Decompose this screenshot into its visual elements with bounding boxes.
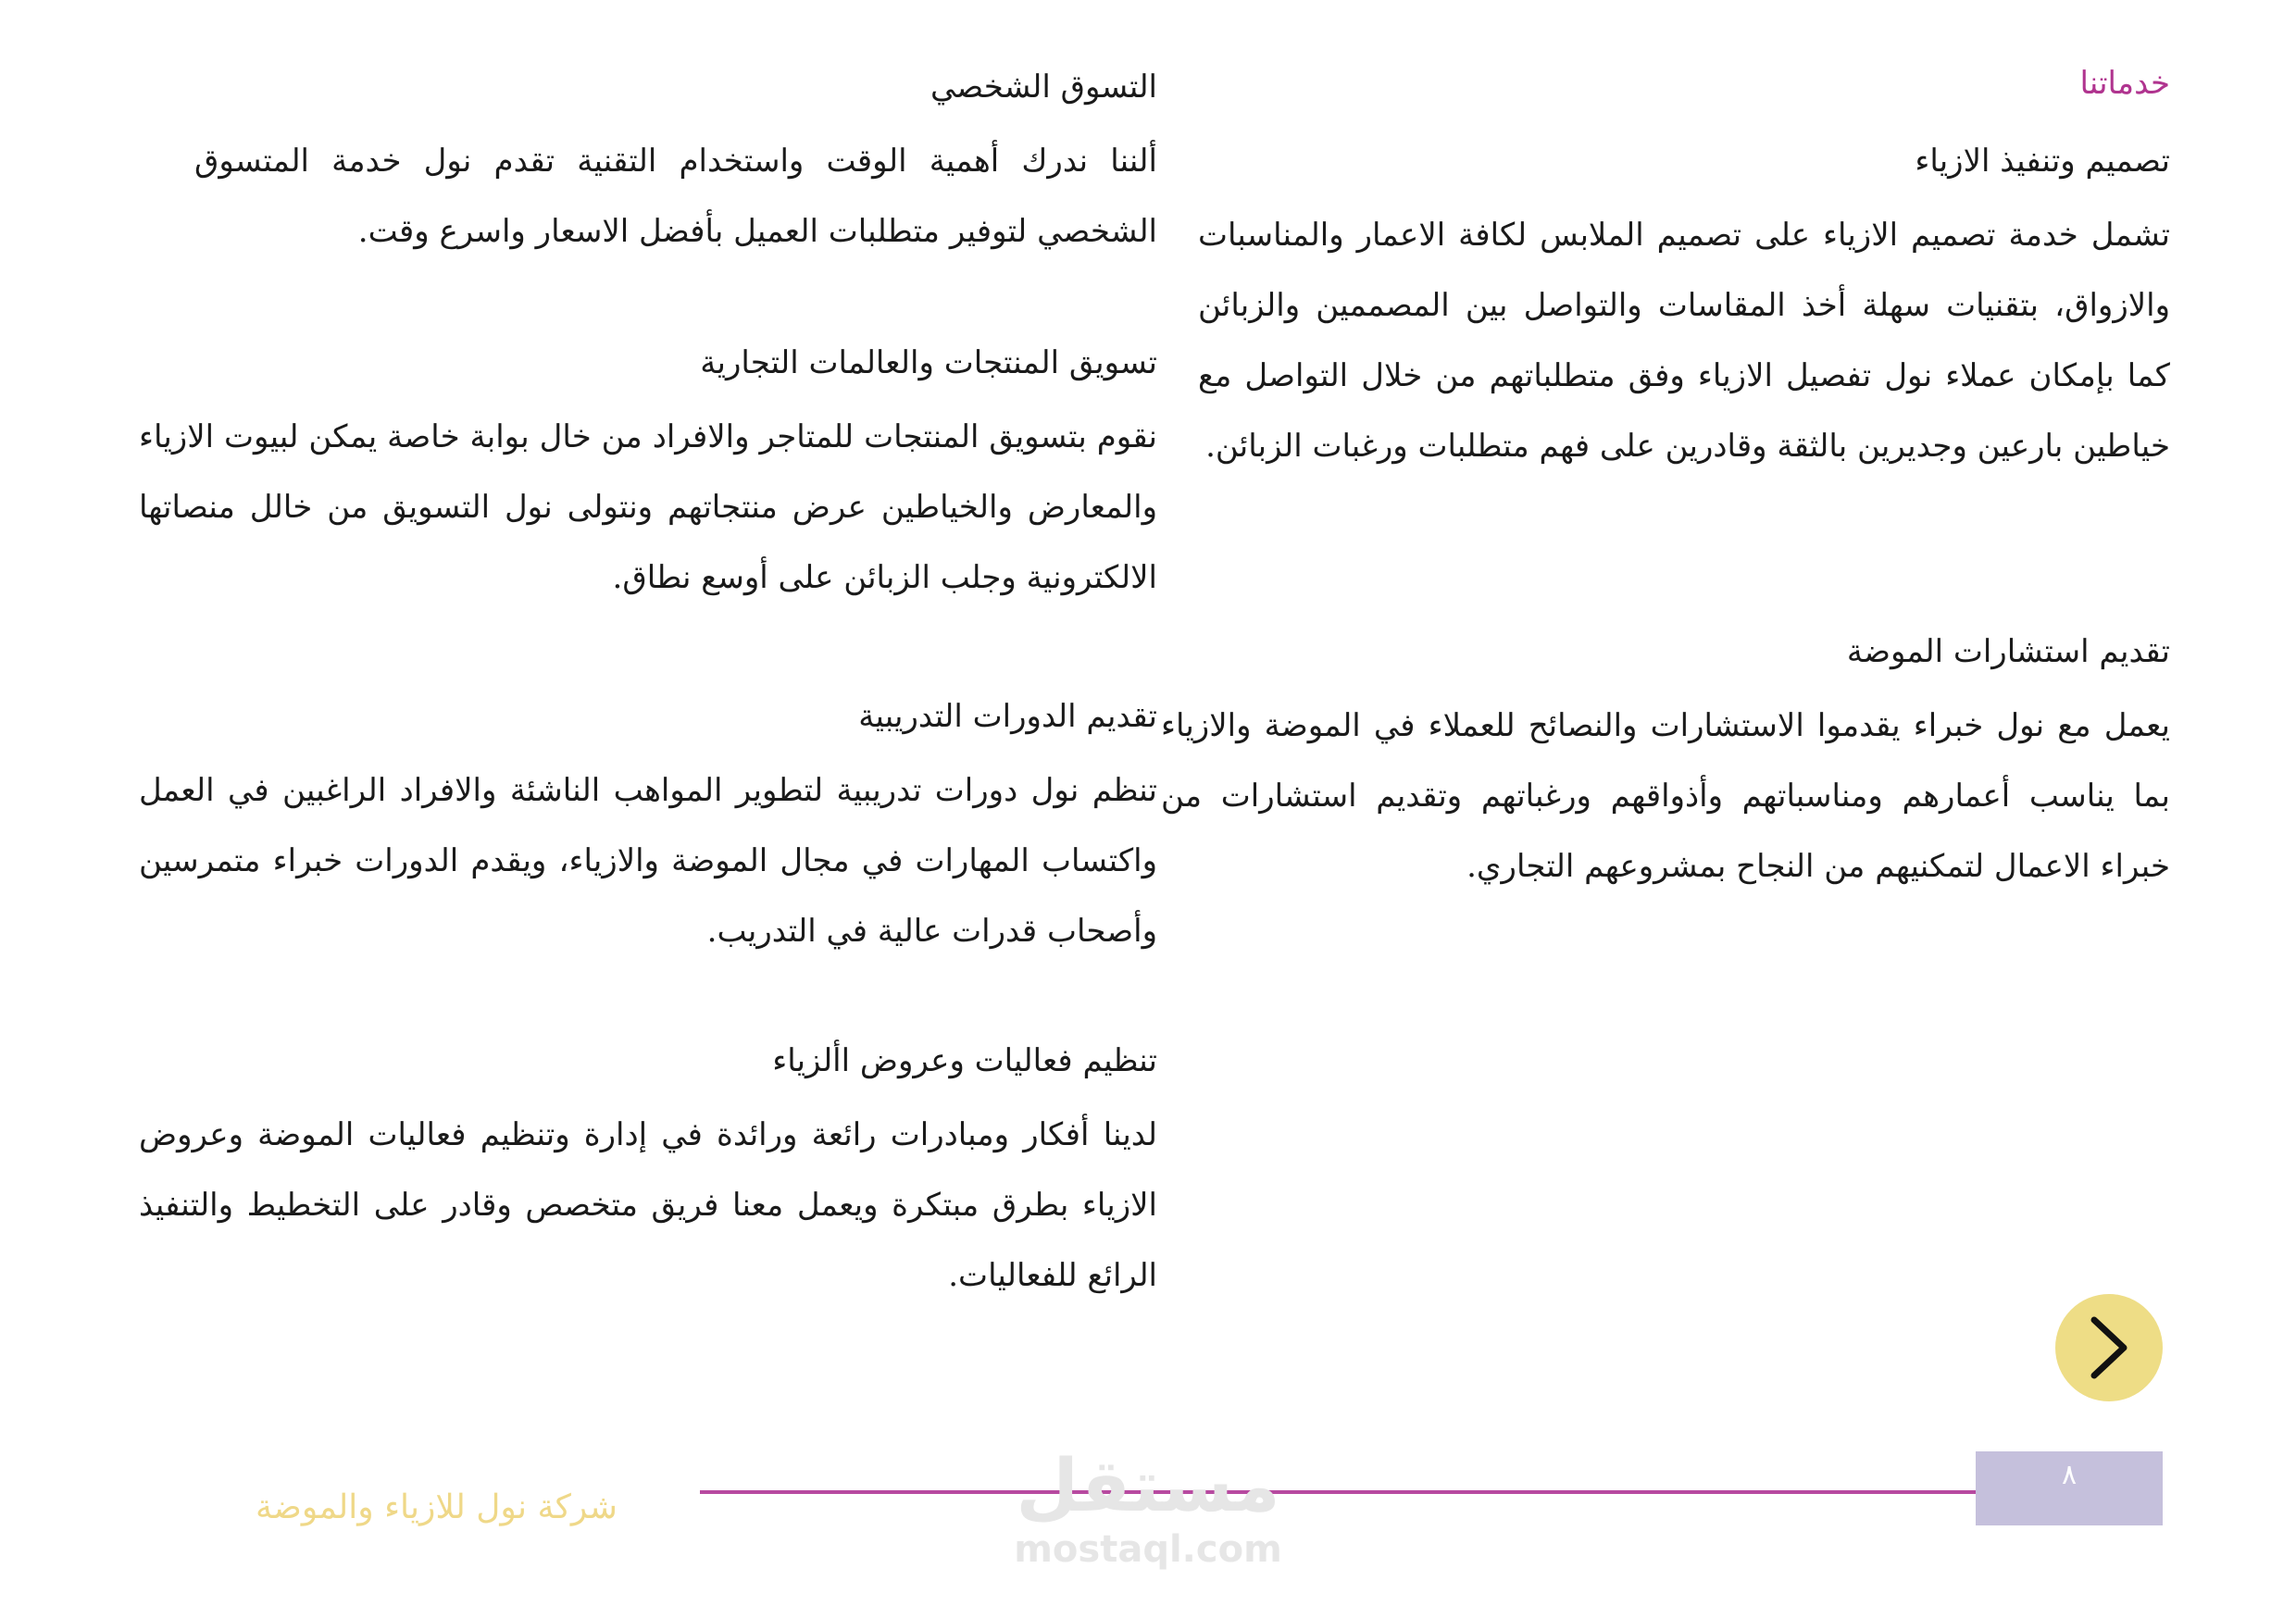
section-fashion-events: [139, 1035, 1157, 1311]
chevron-right-icon: [2081, 1314, 2137, 1381]
company-name: شركة نول للازياء والموضة: [256, 1488, 618, 1526]
section-body: يعمل مع نول خبراء يقدموا الاستشارات والنصائح للعملاء في الموضة والازياء بما يناسب أعمارهم ومناسباتهم وأذواقهم ورغباتهم وتقديم استشارات من خبراء الاعمال لتمكنيهم من النجاح بمشروعهم التجاري.: [1161, 707, 2170, 885]
page-title: خدماتنا: [2079, 65, 2170, 102]
section-product-marketing: [139, 337, 1157, 613]
section-body: نقوم بتسويق المنتجات للمتاجر والافراد من خال بوابة خاصة يمكن لبيوت الازياء والمعارض والخياطين عرض منتجاتهم ونتولى نول التسويق من خالل منصاتها الالكترونية وجلب الزبائن على أوسع نطاق.: [139, 418, 1157, 596]
section-fashion-design: [1198, 135, 2170, 481]
watermark-arabic: مستقل: [1016, 1445, 1280, 1528]
section-body: تشمل خدمة تصميم الازياء على تصميم الملابس لكافة الاعمار والمناسبات والازواق، بتقنيات سهلة أخذ المقاسات والتواصل بين المصممين والزبائن كما بإمكان عملاء نول تفصيل الازياء وفق متطلباتهم من خلال التواصل مع خياطين بارعين وجديرين بالثقة وقادرين على فهم متطلبات ورغبات الزبائن.: [1198, 217, 2170, 465]
section-personal-shopping: [194, 61, 1157, 267]
section-body: ألننا ندرك أهمية الوقت واستخدام التقنية تقدم نول خدمة المتسوق الشخصي لتوفير متطلبات العميل بأفضل الاسعار واسرع وقت.: [194, 143, 1157, 250]
section-heading: تقديم الدورات التدريبية: [858, 698, 1157, 735]
section-body: تنظم نول دورات تدريبية لتطوير المواهب الناشئة والافراد الراغبين في العمل واكتساب المهارات في مجال الموضة والازياء، ويقدم الدورات خبراء متمرسين وأصحاب قدرات عالية في التدريب.: [139, 772, 1157, 950]
next-page-button[interactable]: [2055, 1294, 2163, 1401]
section-body: لدينا أفكار ومبادرات رائعة ورائدة في إدارة وتنظيم فعاليات الموضة وعروض الازياء بطرق مبتكرة ويعمل معنا فريق متخصص وقادر على التخطيط والتنفيذ الرائع للفعاليات.: [139, 1116, 1157, 1294]
section-fashion-consulting: [1161, 626, 2170, 902]
watermark: [1009, 1444, 1287, 1583]
footer-divider: [700, 1490, 1976, 1494]
section-heading: تقديم استشارات الموضة: [1846, 633, 2170, 670]
section-training-courses: [139, 691, 1157, 966]
section-heading: تسويق المنتجات والعالمات التجارية: [700, 344, 1157, 381]
watermark-latin: mostaql.com: [1014, 1528, 1282, 1571]
section-heading: التسوق الشخصي: [930, 68, 1157, 106]
section-heading: تصميم وتنفيذ الازياء: [1915, 143, 2170, 180]
page-number-badge: [1976, 1451, 2163, 1525]
section-heading: تنظيم فعاليات وعروض األزياء: [772, 1042, 1157, 1079]
page-number: ٨: [2061, 1459, 2078, 1491]
